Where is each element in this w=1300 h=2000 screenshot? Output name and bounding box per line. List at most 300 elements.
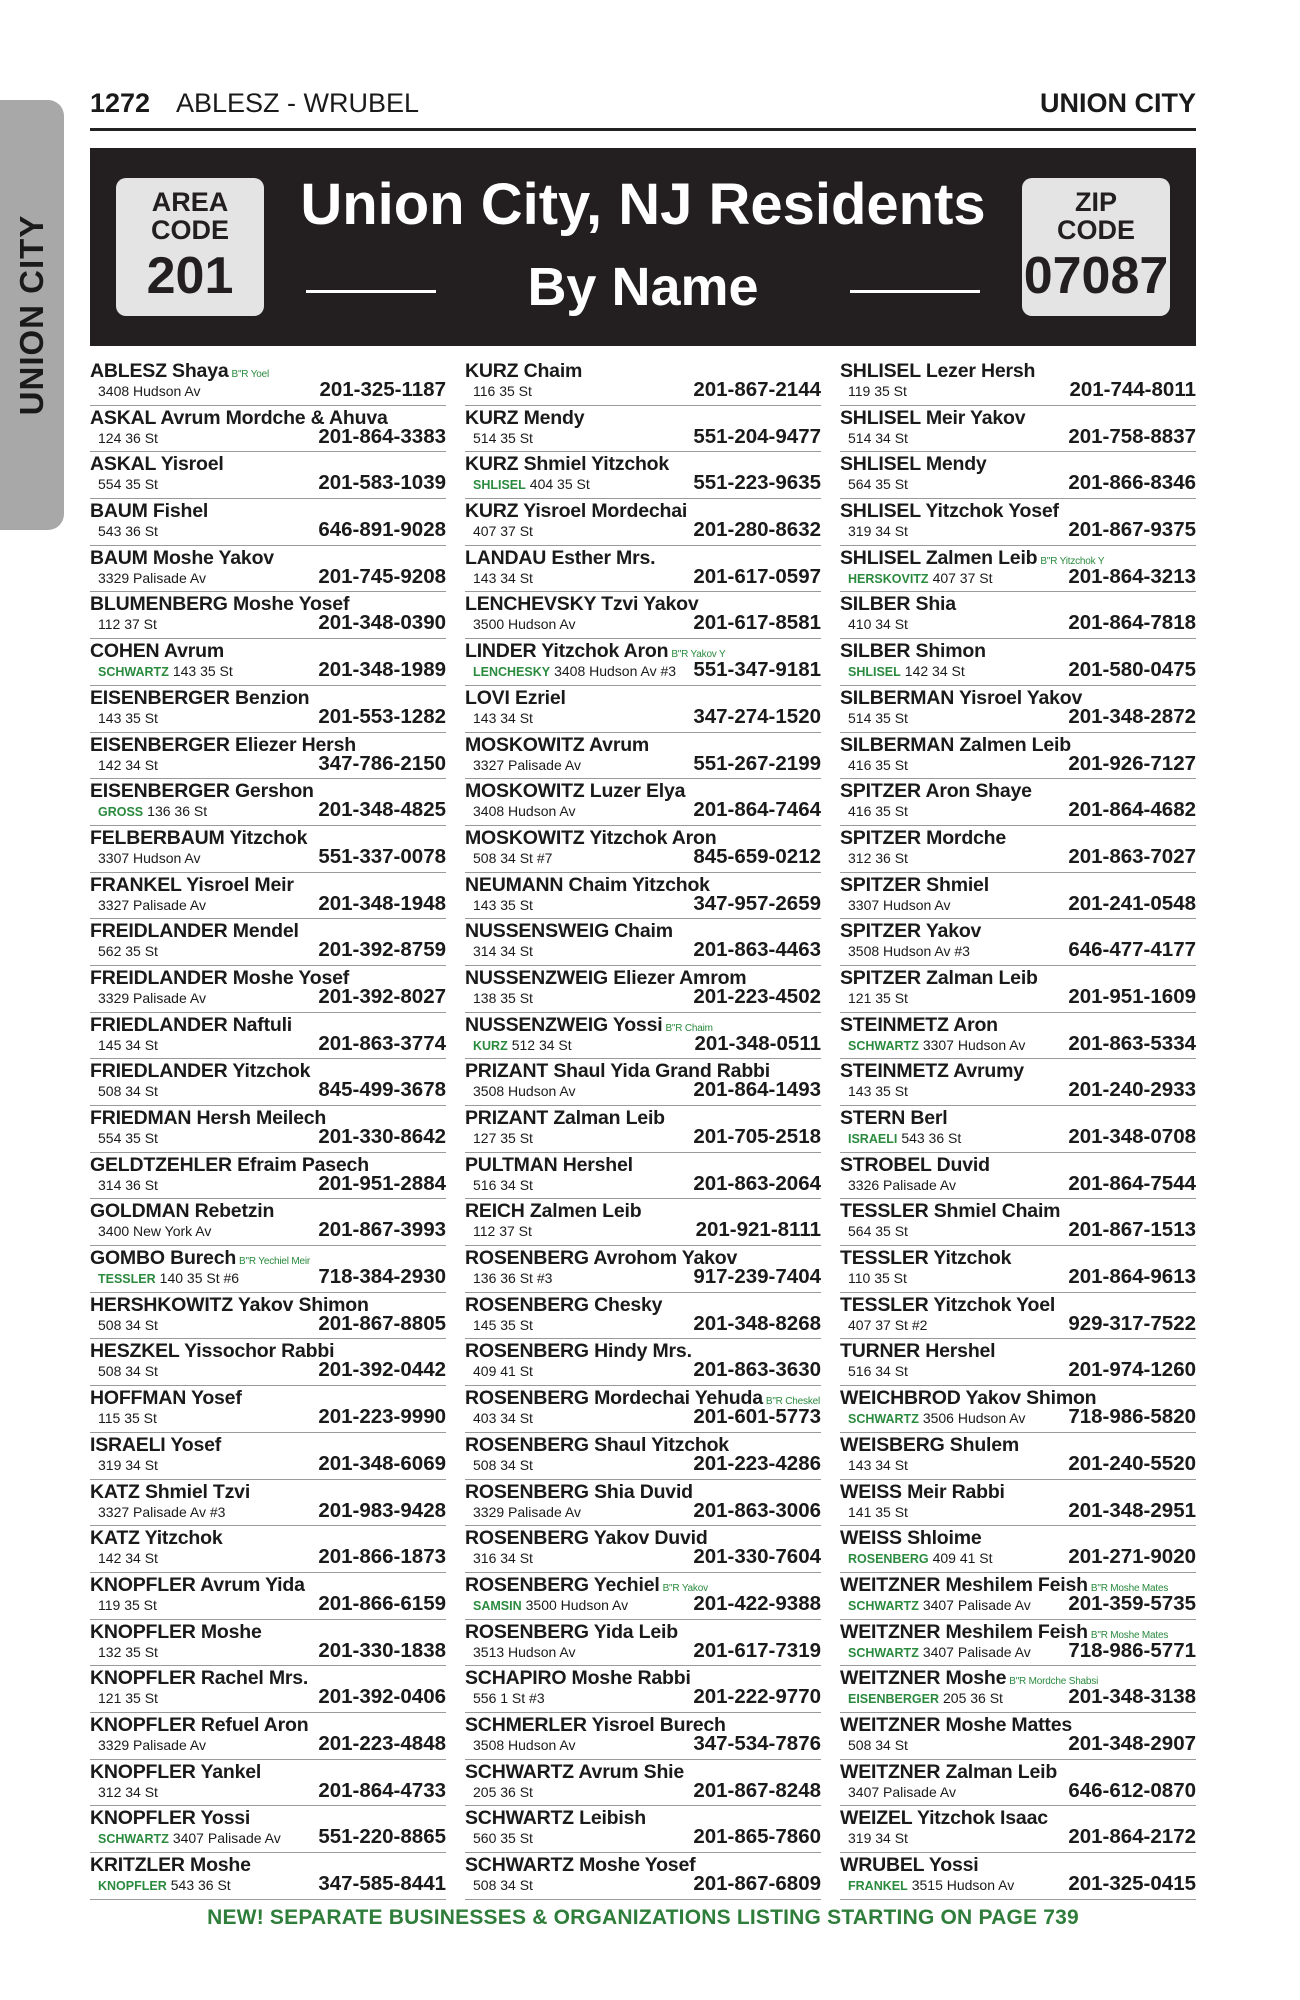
entry-last-name: ROSENBERG bbox=[465, 1247, 589, 1270]
entry-name bbox=[90, 547, 274, 570]
entry-last-name: EISENBERGER bbox=[90, 780, 230, 803]
listing-entry bbox=[840, 1386, 1196, 1433]
entry-first-name: Meir Rabbi bbox=[907, 1480, 1005, 1503]
listing-entry bbox=[90, 1760, 446, 1807]
entry-first-name: Rachel Mrs. bbox=[200, 1667, 309, 1690]
entry-first-name: Yitzchok bbox=[933, 1247, 1012, 1270]
entry-name bbox=[840, 780, 1032, 803]
entry-address: 3327 Palisade Av bbox=[473, 756, 581, 773]
entry-last-name: SILBER bbox=[840, 640, 911, 663]
entry-phone: 201-867-1513 bbox=[1068, 1218, 1196, 1242]
entry-address: 145 35 St bbox=[473, 1316, 533, 1333]
entry-last-name: KNOPFLER bbox=[90, 1807, 196, 1830]
entry-last-name: KNOPFLER bbox=[90, 1573, 196, 1596]
entry-address-line bbox=[473, 943, 533, 959]
entry-first-name: Yitzchok Yoel bbox=[933, 1293, 1056, 1316]
entry-phone: 201-223-4848 bbox=[318, 1731, 446, 1755]
entry-first-name: Mendy bbox=[925, 453, 987, 476]
entry-address: 564 35 St bbox=[848, 476, 908, 493]
listing-entry bbox=[465, 1713, 821, 1760]
listing-entry bbox=[840, 1480, 1196, 1527]
entry-address-line bbox=[848, 803, 908, 819]
listing-entry bbox=[840, 1059, 1196, 1106]
entry-address-line bbox=[473, 476, 590, 492]
entry-address: 119 35 St bbox=[98, 1596, 157, 1613]
entry-last-name: KNOPFLER bbox=[90, 1620, 196, 1643]
entry-phone: 347-534-7876 bbox=[693, 1731, 821, 1755]
entry-name bbox=[465, 1434, 729, 1457]
entry-address: 543 36 St bbox=[170, 1877, 231, 1893]
entry-first-name: Yossi bbox=[200, 1807, 251, 1830]
entry-address-line bbox=[473, 1550, 533, 1566]
entry-first-name: Shloime bbox=[907, 1527, 982, 1550]
entry-address-line bbox=[98, 1644, 158, 1660]
entry-address-line bbox=[473, 1130, 533, 1146]
listing-entry bbox=[465, 1246, 821, 1293]
entry-name bbox=[465, 500, 687, 523]
listing-entry bbox=[90, 546, 446, 593]
listing-entry bbox=[90, 1293, 446, 1340]
entry-name bbox=[840, 827, 1006, 850]
entry-parent-note: B"R Yakov Y bbox=[671, 649, 726, 661]
listing-entry bbox=[840, 1246, 1196, 1293]
listing-entry bbox=[90, 1246, 446, 1293]
listing-entry bbox=[90, 826, 446, 873]
entry-address-line bbox=[473, 1270, 552, 1286]
entry-last-name: HOFFMAN bbox=[90, 1387, 187, 1410]
entry-first-name: Zalman Leib bbox=[945, 1760, 1058, 1783]
entry-address-line bbox=[473, 663, 676, 679]
entry-first-name: Chaim bbox=[614, 920, 673, 943]
entry-last-name: FRIEDLANDER bbox=[90, 1013, 228, 1036]
entry-phone: 646-612-0870 bbox=[1068, 1778, 1196, 1802]
entry-address: 3407 Palisade Av bbox=[172, 1830, 281, 1847]
entry-first-name: Yisroel Burech bbox=[591, 1713, 726, 1736]
entry-address-line bbox=[473, 430, 533, 446]
entry-maiden-name: KNOPFLER bbox=[98, 1879, 167, 1893]
listing-entry bbox=[840, 1199, 1196, 1246]
entry-address-line bbox=[848, 850, 908, 866]
entry-address: 409 41 St bbox=[932, 1550, 993, 1567]
entry-phone: 201-348-2951 bbox=[1068, 1498, 1196, 1522]
listing-entry bbox=[840, 1433, 1196, 1480]
entry-name bbox=[465, 407, 584, 430]
entry-phone: 201-348-2907 bbox=[1068, 1731, 1196, 1755]
entry-address: 319 34 St bbox=[98, 1456, 158, 1473]
entry-address: 140 35 St #6 bbox=[159, 1270, 240, 1287]
entry-address: 143 35 St bbox=[98, 709, 158, 726]
entry-first-name: Yissochor Rabbi bbox=[184, 1340, 335, 1363]
entry-first-name: Yakov Duvid bbox=[593, 1527, 708, 1550]
entry-maiden-name: GROSS bbox=[98, 805, 144, 820]
entry-address-line bbox=[848, 943, 970, 959]
entry-address-line bbox=[848, 570, 993, 586]
entry-name bbox=[90, 1107, 326, 1130]
entry-last-name: PRIZANT bbox=[465, 1107, 549, 1129]
entry-phone: 718-986-5771 bbox=[1068, 1638, 1196, 1662]
entry-first-name: Shmiel Yitzchok bbox=[523, 453, 670, 476]
entry-address-line bbox=[473, 1877, 533, 1893]
entry-name bbox=[840, 453, 987, 476]
entry-address-line bbox=[473, 897, 533, 913]
entry-first-name: Yakov Shimon bbox=[237, 1293, 369, 1316]
entry-address: 143 34 St bbox=[473, 569, 533, 586]
entry-name bbox=[465, 1621, 678, 1644]
entry-name bbox=[465, 920, 673, 943]
entry-last-name: ASKAL bbox=[90, 453, 156, 476]
entry-address: 142 34 St bbox=[98, 756, 158, 773]
entry-address: 312 34 St bbox=[98, 1783, 158, 1800]
entry-name bbox=[90, 1527, 222, 1550]
area-code-label-2: CODE bbox=[150, 215, 229, 245]
entry-address-line bbox=[848, 1457, 908, 1473]
entry-first-name: Moshe bbox=[190, 1854, 251, 1876]
entry-phone: 201-222-9770 bbox=[693, 1685, 821, 1709]
entry-phone: 201-864-4682 bbox=[1068, 798, 1196, 822]
entry-first-name: Burech bbox=[170, 1247, 237, 1270]
entry-last-name: HERSHKOWITZ bbox=[90, 1293, 233, 1316]
entry-address: 562 35 St bbox=[98, 943, 158, 960]
entry-first-name: Meir Yakov bbox=[925, 406, 1026, 429]
entry-last-name: WEISBERG bbox=[840, 1433, 945, 1456]
entry-address: 319 34 St bbox=[848, 523, 908, 540]
entry-phone: 201-867-3993 bbox=[318, 1218, 446, 1242]
entry-address: 3515 Hudson Av bbox=[911, 1877, 1015, 1893]
entry-maiden-name: SHLISEL bbox=[848, 665, 901, 680]
entry-address: 543 36 St bbox=[98, 523, 158, 540]
entry-address: 3407 Palisade Av bbox=[922, 1643, 1031, 1660]
listing-entry bbox=[465, 686, 821, 733]
entry-phone: 201-866-6159 bbox=[318, 1591, 446, 1615]
listing-entry bbox=[840, 1806, 1196, 1853]
entry-phone: 201-580-0475 bbox=[1068, 658, 1196, 682]
entry-address: 407 37 St #2 bbox=[848, 1316, 928, 1333]
entry-phone: 201-863-7027 bbox=[1068, 844, 1196, 868]
entry-phone: 201-864-7818 bbox=[1068, 611, 1196, 635]
entry-first-name: Avrum Mordche & Ahuva bbox=[160, 406, 388, 429]
entry-maiden-name: EISENBERGER bbox=[848, 1692, 939, 1707]
entry-last-name: NUSSENZWEIG bbox=[465, 1013, 608, 1036]
entry-last-name: FRIEDLANDER bbox=[90, 1060, 228, 1083]
entry-name bbox=[465, 1807, 646, 1830]
entry-name bbox=[465, 1014, 713, 1037]
entry-address: 112 37 St bbox=[98, 616, 157, 633]
entry-address: 127 35 St bbox=[473, 1130, 533, 1146]
entry-address: 516 34 St bbox=[848, 1363, 908, 1380]
entry-phone: 201-348-8268 bbox=[693, 1311, 821, 1335]
entry-parent-note: B"R Mordche Shabsi bbox=[1009, 1676, 1099, 1688]
entry-address-line bbox=[473, 757, 581, 773]
banner-subtitle-wrap bbox=[290, 252, 996, 322]
entry-address: 3329 Palisade Av bbox=[473, 1503, 581, 1520]
entry-address: 3307 Hudson Av bbox=[848, 896, 951, 913]
entry-name bbox=[840, 920, 981, 943]
entry-last-name: SILBERMAN bbox=[840, 686, 955, 709]
entry-first-name: Meshilem Feish bbox=[945, 1620, 1088, 1643]
entry-first-name: Zalmen Leib bbox=[959, 733, 1071, 756]
entry-address-line bbox=[98, 1690, 158, 1706]
entry-address-line bbox=[98, 476, 158, 492]
entry-first-name: Avrum Shie bbox=[578, 1760, 685, 1783]
entry-last-name: SHLISEL bbox=[840, 500, 921, 523]
entry-maiden-name: SHLISEL bbox=[473, 478, 526, 493]
listing-entry bbox=[90, 919, 446, 966]
entry-address-line bbox=[848, 663, 965, 679]
entry-name bbox=[465, 780, 685, 803]
listing-entry bbox=[90, 873, 446, 920]
entry-last-name: SPITZER bbox=[840, 966, 921, 989]
entry-phone: 201-863-2064 bbox=[693, 1171, 821, 1195]
entry-address: 3513 Hudson Av bbox=[473, 1643, 576, 1660]
zip-code-box bbox=[1022, 178, 1170, 316]
entry-address: 121 35 St bbox=[848, 989, 908, 1006]
entry-name bbox=[840, 1247, 1011, 1270]
entry-address-line bbox=[98, 1037, 158, 1053]
entry-address-line bbox=[848, 1737, 908, 1753]
entry-address-line bbox=[473, 1830, 533, 1846]
entry-last-name: ASKAL bbox=[90, 406, 156, 429]
entry-address: 508 34 St bbox=[473, 1877, 533, 1893]
entry-address-line bbox=[848, 616, 908, 632]
entry-address-line bbox=[473, 1457, 533, 1473]
listing-entry bbox=[840, 1713, 1196, 1760]
entry-address: 3407 Palisade Av bbox=[848, 1783, 956, 1800]
entry-name bbox=[90, 360, 269, 383]
entry-first-name: Yitzchok bbox=[232, 1060, 311, 1083]
entry-address-line bbox=[848, 523, 908, 539]
entry-name bbox=[840, 1014, 998, 1037]
entry-name bbox=[90, 1340, 334, 1363]
listing-entry bbox=[90, 1433, 446, 1480]
listing-entry bbox=[465, 826, 821, 873]
listing-entry bbox=[90, 1386, 446, 1433]
entry-phone: 201-392-8759 bbox=[318, 938, 446, 962]
entry-phone: 201-348-0708 bbox=[1068, 1125, 1196, 1148]
entry-name bbox=[840, 1667, 1098, 1690]
entry-maiden-name: SCHWARTZ bbox=[98, 1832, 169, 1847]
entry-phone: 201-974-1260 bbox=[1068, 1358, 1196, 1382]
listing-entry bbox=[840, 779, 1196, 826]
entry-address-line bbox=[848, 1223, 908, 1239]
entry-address: 116 35 St bbox=[473, 383, 532, 399]
listing-entry bbox=[90, 499, 446, 546]
entry-name bbox=[840, 1294, 1055, 1317]
entry-last-name: FREIDLANDER bbox=[90, 966, 228, 989]
listing-entry bbox=[840, 733, 1196, 780]
entry-address: 319 34 St bbox=[848, 1830, 908, 1847]
entry-last-name: KNOPFLER bbox=[90, 1667, 196, 1690]
entry-last-name: COHEN bbox=[90, 640, 160, 663]
entry-name bbox=[840, 1154, 990, 1177]
entry-address-line bbox=[98, 1550, 158, 1566]
entry-address-line bbox=[98, 1177, 158, 1193]
entry-first-name: Moshe Yosef bbox=[232, 966, 350, 989]
banner-subtitle: By Name bbox=[527, 257, 759, 317]
entry-name bbox=[90, 1247, 310, 1270]
entry-address-line bbox=[473, 616, 576, 632]
entry-address: 141 35 St bbox=[848, 1503, 908, 1520]
entry-maiden-name: HERSKOVITZ bbox=[848, 571, 929, 586]
entry-name bbox=[840, 1807, 1048, 1830]
entry-first-name: Avrum bbox=[163, 640, 224, 663]
listing-entry bbox=[465, 1573, 821, 1620]
entry-phone: 201-359-5735 bbox=[1068, 1591, 1196, 1615]
listing-entry bbox=[465, 1153, 821, 1200]
listing-entry bbox=[90, 686, 446, 733]
entry-name bbox=[840, 1060, 1024, 1083]
entry-phone: 201-867-2144 bbox=[693, 378, 821, 401]
entry-first-name: Zalman Leib bbox=[926, 966, 1038, 989]
entry-address: 3329 Palisade Av bbox=[98, 989, 206, 1006]
entry-address: 3307 Hudson Av bbox=[98, 849, 201, 866]
entry-address-line bbox=[98, 570, 206, 586]
entry-first-name: Shimon bbox=[915, 640, 986, 663]
listing-entry bbox=[90, 1806, 446, 1853]
listing-entry bbox=[840, 592, 1196, 639]
entry-first-name: Shmiel Chaim bbox=[933, 1200, 1061, 1223]
entry-address: 143 34 St bbox=[848, 1456, 908, 1473]
entry-first-name: Shaul Yida Grand Rabbi bbox=[553, 1060, 770, 1083]
entry-first-name: Duvid bbox=[936, 1153, 990, 1176]
entry-address-line bbox=[98, 1317, 158, 1333]
entry-address: 143 35 St bbox=[172, 663, 233, 680]
entry-last-name: LENCHEVSKY bbox=[465, 593, 596, 616]
entry-first-name: Chesky bbox=[594, 1293, 663, 1316]
listing-entry bbox=[465, 1760, 821, 1807]
entry-address-line bbox=[473, 710, 533, 726]
entry-name bbox=[840, 500, 1059, 523]
entry-address-line bbox=[98, 1457, 158, 1473]
entry-phone: 201-330-1838 bbox=[318, 1638, 446, 1662]
entry-address: 404 35 St bbox=[529, 476, 590, 493]
entry-first-name: Hindy Mrs. bbox=[594, 1340, 692, 1363]
entry-first-name: Shia bbox=[915, 593, 956, 616]
entry-parent-note: B"R Yitzchok Y bbox=[1040, 555, 1105, 567]
entry-phone: 201-223-9990 bbox=[318, 1405, 446, 1429]
entry-first-name: Mendy bbox=[523, 406, 585, 429]
entry-last-name: WEITZNER bbox=[840, 1667, 941, 1690]
entry-address-line bbox=[473, 1410, 533, 1426]
listing-entry bbox=[840, 1106, 1196, 1153]
entry-last-name: ROSENBERG bbox=[465, 1480, 589, 1503]
entry-phone: 551-223-9635 bbox=[693, 471, 821, 495]
entry-phone: 201-863-3006 bbox=[693, 1498, 821, 1522]
entry-address-line bbox=[848, 1410, 1025, 1426]
entry-last-name: SCHWARTZ bbox=[465, 1807, 574, 1830]
entry-first-name: Yechiel bbox=[593, 1573, 660, 1596]
entry-name bbox=[90, 1714, 308, 1737]
entry-last-name: SCHMERLER bbox=[465, 1713, 587, 1736]
entry-address-line bbox=[473, 850, 552, 866]
entry-last-name: WRUBEL bbox=[840, 1854, 925, 1876]
entry-address: 3508 Hudson Av bbox=[473, 1736, 576, 1753]
entry-name bbox=[840, 687, 1082, 710]
entry-last-name: WEIZEL bbox=[840, 1807, 913, 1830]
listing-entry bbox=[840, 826, 1196, 873]
listing-entry bbox=[840, 499, 1196, 546]
entry-address: 312 36 St bbox=[848, 849, 908, 866]
entry-first-name: Lezer Hersh bbox=[925, 360, 1036, 382]
page-number: 1272 bbox=[90, 88, 151, 118]
entry-phone: 201-617-8581 bbox=[693, 611, 821, 635]
listing-column-2 bbox=[465, 359, 821, 1900]
entry-name bbox=[90, 1854, 251, 1877]
listing-entry bbox=[90, 639, 446, 686]
listing-entry bbox=[465, 1199, 821, 1246]
entry-address-line bbox=[473, 1737, 576, 1753]
entry-phone: 201-865-7860 bbox=[693, 1825, 821, 1849]
listing-entry bbox=[840, 1620, 1196, 1667]
entry-name bbox=[90, 1434, 221, 1457]
entry-address: 516 34 St bbox=[473, 1176, 533, 1193]
entry-first-name: Yosef bbox=[190, 1387, 242, 1410]
entry-first-name: Moshe Yosef bbox=[579, 1854, 696, 1876]
entry-first-name: Luzer Elya bbox=[589, 780, 686, 803]
entry-address: 554 35 St bbox=[98, 1130, 158, 1146]
entry-first-name: Eliezer Hersh bbox=[234, 733, 356, 756]
entry-address: 316 34 St bbox=[473, 1550, 533, 1567]
entry-address-line bbox=[473, 383, 532, 399]
entry-last-name: GOLDMAN bbox=[90, 1200, 190, 1223]
entry-last-name: BLUMENBERG bbox=[90, 593, 228, 616]
entry-address: 145 34 St bbox=[98, 1036, 158, 1053]
entry-last-name: FELBERBAUM bbox=[90, 826, 225, 849]
listing-entry bbox=[90, 1339, 446, 1386]
entry-address-line bbox=[473, 1223, 532, 1239]
entry-phone: 551-337-0078 bbox=[318, 844, 446, 868]
entry-name bbox=[840, 1200, 1060, 1223]
entry-first-name: Avrum bbox=[589, 733, 650, 756]
entry-first-name: Shia Duvid bbox=[594, 1480, 693, 1503]
listing-entry bbox=[90, 1526, 446, 1573]
entry-phone: 201-348-4825 bbox=[318, 798, 446, 822]
entry-phone: 201-392-0442 bbox=[318, 1358, 446, 1382]
listing-entry bbox=[840, 452, 1196, 499]
entry-phone: 718-384-2930 bbox=[318, 1265, 446, 1289]
entry-phone: 201-705-2518 bbox=[693, 1125, 821, 1148]
entry-last-name: TESSLER bbox=[840, 1293, 929, 1316]
entry-first-name: Mordche bbox=[926, 826, 1007, 849]
entry-phone: 551-347-9181 bbox=[693, 658, 821, 682]
entry-address-line bbox=[98, 943, 158, 959]
entry-name bbox=[90, 1574, 305, 1597]
entry-maiden-name: SCHWARTZ bbox=[98, 665, 169, 680]
subtitle-rule-right bbox=[850, 290, 980, 293]
entry-name bbox=[465, 827, 716, 850]
listing-entry bbox=[90, 1573, 446, 1620]
entry-last-name: MOSKOWITZ bbox=[465, 733, 585, 756]
listing-entry bbox=[840, 1153, 1196, 1200]
listing-entry bbox=[90, 359, 446, 406]
entry-phone: 201-863-3630 bbox=[693, 1358, 821, 1382]
listing-entry bbox=[465, 733, 821, 780]
entry-address: 110 35 St bbox=[848, 1270, 907, 1287]
entry-first-name: Esther Mrs. bbox=[551, 546, 656, 569]
entry-first-name: Yitzchok bbox=[229, 826, 308, 849]
listing-entry bbox=[90, 1059, 446, 1106]
entry-name bbox=[465, 734, 649, 757]
entry-address: 3329 Palisade Av bbox=[98, 569, 206, 586]
entry-address: 3400 New York Av bbox=[98, 1223, 212, 1240]
entry-last-name: GOMBO bbox=[90, 1247, 165, 1270]
entry-maiden-name: FRANKEL bbox=[848, 1879, 908, 1893]
entry-name bbox=[840, 547, 1104, 570]
entry-name bbox=[90, 1200, 274, 1223]
entry-parent-note: B"R Yakov bbox=[662, 1582, 708, 1594]
entry-last-name: WEITZNER bbox=[840, 1760, 941, 1783]
entry-last-name: KURZ bbox=[465, 406, 519, 429]
entry-address-line bbox=[98, 850, 201, 866]
